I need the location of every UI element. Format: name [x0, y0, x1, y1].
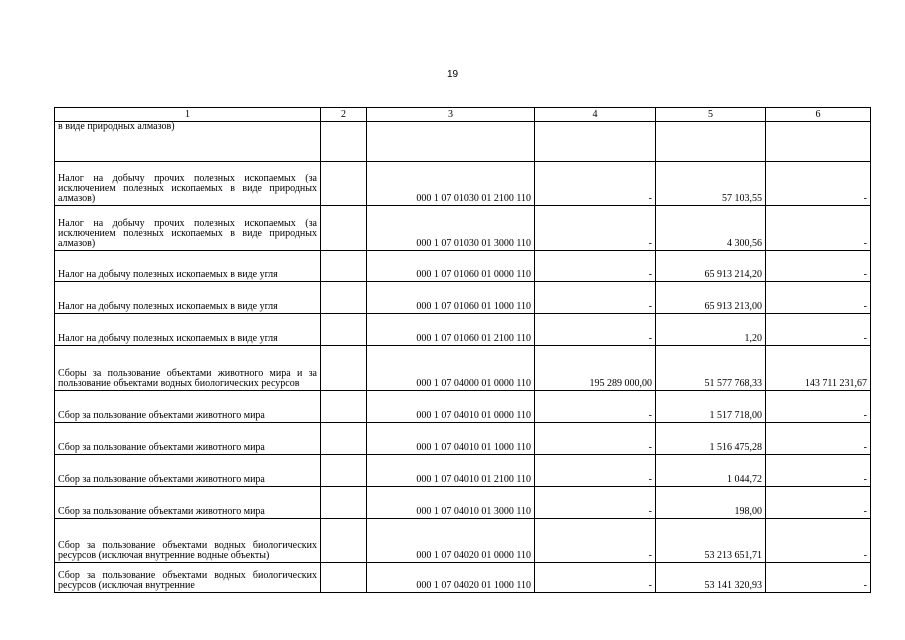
table-row — [55, 455, 871, 487]
column-6-value-cell: - — [766, 162, 871, 206]
column-4-value-cell: - — [535, 162, 656, 206]
column-5-value-cell: 51 577 768,33 — [656, 346, 766, 391]
budget-code-cell: 000 1 07 04010 01 1000 110 — [367, 423, 535, 455]
table-row — [55, 519, 871, 563]
table-row — [55, 251, 871, 282]
table-row — [55, 423, 871, 455]
column-5-value-cell: 198,00 — [656, 487, 766, 519]
budget-code-cell: 000 1 07 01030 01 3000 110 — [367, 206, 535, 251]
budget-code-cell: 000 1 07 04000 01 0000 110 — [367, 346, 535, 391]
table-row — [55, 391, 871, 423]
budget-code-cell: 000 1 07 01060 01 0000 110 — [367, 251, 535, 282]
column-2-cell — [321, 282, 367, 314]
column-4-value-cell — [535, 122, 656, 162]
column-4-value-cell: - — [535, 455, 656, 487]
table-row — [55, 162, 871, 206]
column-5-value-cell: 1,20 — [656, 314, 766, 346]
column-5-value-cell: 1 517 718,00 — [656, 391, 766, 423]
column-4-value-cell: - — [535, 251, 656, 282]
row-name-cell: Налог на добычу прочих полезных ископаемых (за исключением полезных ископаемых в виде природных алмазов) — [55, 206, 321, 251]
table-body — [55, 122, 871, 593]
column-6-value-cell: 143 711 231,67 — [766, 346, 871, 391]
column-2-cell — [321, 519, 367, 563]
budget-code-cell: 000 1 07 01060 01 1000 110 — [367, 282, 535, 314]
row-name-cell: Налог на добычу полезных ископаемых в виде угля — [55, 251, 321, 282]
budget-code-cell: 000 1 07 04010 01 3000 110 — [367, 487, 535, 519]
column-6-value-cell: - — [766, 282, 871, 314]
column-number-row — [55, 108, 871, 122]
column-2-cell — [321, 122, 367, 162]
column-4-value-cell: - — [535, 519, 656, 563]
column-6-value-cell: - — [766, 455, 871, 487]
budget-code-cell: 000 1 07 04010 01 0000 110 — [367, 391, 535, 423]
page-number: 19 — [446, 69, 459, 80]
budget-code-cell: 000 1 07 01030 01 2100 110 — [367, 162, 535, 206]
table-row — [55, 122, 871, 162]
row-name-cell: Налог на добычу полезных ископаемых в виде угля — [55, 314, 321, 346]
row-name-cell: Сбор за пользование объектами животного мира — [55, 455, 321, 487]
column-header: 4 — [535, 108, 656, 122]
column-2-cell — [321, 391, 367, 423]
table-row — [55, 563, 871, 593]
column-6-value-cell: - — [766, 391, 871, 423]
budget-code-cell: 000 1 07 04020 01 0000 110 — [367, 519, 535, 563]
column-5-value-cell: 4 300,56 — [656, 206, 766, 251]
row-name-cell: Налог на добычу прочих полезных ископаемых (за исключением полезных ископаемых в виде природных алмазов) — [55, 162, 321, 206]
row-name-cell: в виде природных алмазов) — [55, 122, 321, 162]
column-6-value-cell: - — [766, 423, 871, 455]
column-header: 6 — [766, 108, 871, 122]
column-header: 2 — [321, 108, 367, 122]
column-header: 3 — [367, 108, 535, 122]
column-5-value-cell: 57 103,55 — [656, 162, 766, 206]
column-6-value-cell: - — [766, 314, 871, 346]
budget-report-table — [54, 107, 871, 593]
column-6-value-cell: - — [766, 563, 871, 593]
column-6-value-cell: - — [766, 487, 871, 519]
column-4-value-cell: - — [535, 282, 656, 314]
budget-code-cell: 000 1 07 04010 01 2100 110 — [367, 455, 535, 487]
column-2-cell — [321, 455, 367, 487]
table-row — [55, 282, 871, 314]
row-name-cell: Сбор за пользование объектами водных биологических ресурсов (исключая внутренние — [55, 563, 321, 593]
column-6-value-cell: - — [766, 251, 871, 282]
column-2-cell — [321, 423, 367, 455]
column-4-value-cell: - — [535, 423, 656, 455]
column-2-cell — [321, 251, 367, 282]
column-5-value-cell: 1 044,72 — [656, 455, 766, 487]
column-4-value-cell: - — [535, 314, 656, 346]
row-name-cell: Сбор за пользование объектами животного мира — [55, 423, 321, 455]
column-6-value-cell — [766, 122, 871, 162]
column-2-cell — [321, 162, 367, 206]
column-header: 1 — [55, 108, 321, 122]
column-2-cell — [321, 206, 367, 251]
column-2-cell — [321, 314, 367, 346]
column-2-cell — [321, 346, 367, 391]
column-2-cell — [321, 487, 367, 519]
row-name-cell: Сбор за пользование объектами животного мира — [55, 391, 321, 423]
column-5-value-cell: 65 913 213,00 — [656, 282, 766, 314]
column-header: 5 — [656, 108, 766, 122]
column-4-value-cell: - — [535, 487, 656, 519]
table-row — [55, 206, 871, 251]
budget-code-cell: 000 1 07 01060 01 2100 110 — [367, 314, 535, 346]
column-4-value-cell: - — [535, 563, 656, 593]
column-6-value-cell: - — [766, 206, 871, 251]
column-4-value-cell: - — [535, 206, 656, 251]
row-name-cell: Налог на добычу полезных ископаемых в виде угля — [55, 282, 321, 314]
column-6-value-cell: - — [766, 519, 871, 563]
table-row — [55, 346, 871, 391]
column-5-value-cell: 53 213 651,71 — [656, 519, 766, 563]
row-name-cell: Сборы за пользование объектами животного мира и за пользование объектами водных биологических ресурсов — [55, 346, 321, 391]
budget-code-cell: 000 1 07 04020 01 1000 110 — [367, 563, 535, 593]
table-row — [55, 314, 871, 346]
column-5-value-cell: 53 141 320,93 — [656, 563, 766, 593]
column-4-value-cell: 195 289 000,00 — [535, 346, 656, 391]
column-5-value-cell: 65 913 214,20 — [656, 251, 766, 282]
row-name-cell: Сбор за пользование объектами водных биологических ресурсов (исключая внутренние водные объекты) — [55, 519, 321, 563]
column-4-value-cell: - — [535, 391, 656, 423]
column-2-cell — [321, 563, 367, 593]
column-5-value-cell: 1 516 475,28 — [656, 423, 766, 455]
column-5-value-cell — [656, 122, 766, 162]
row-name-cell: Сбор за пользование объектами животного мира — [55, 487, 321, 519]
budget-code-cell — [367, 122, 535, 162]
table-row — [55, 487, 871, 519]
